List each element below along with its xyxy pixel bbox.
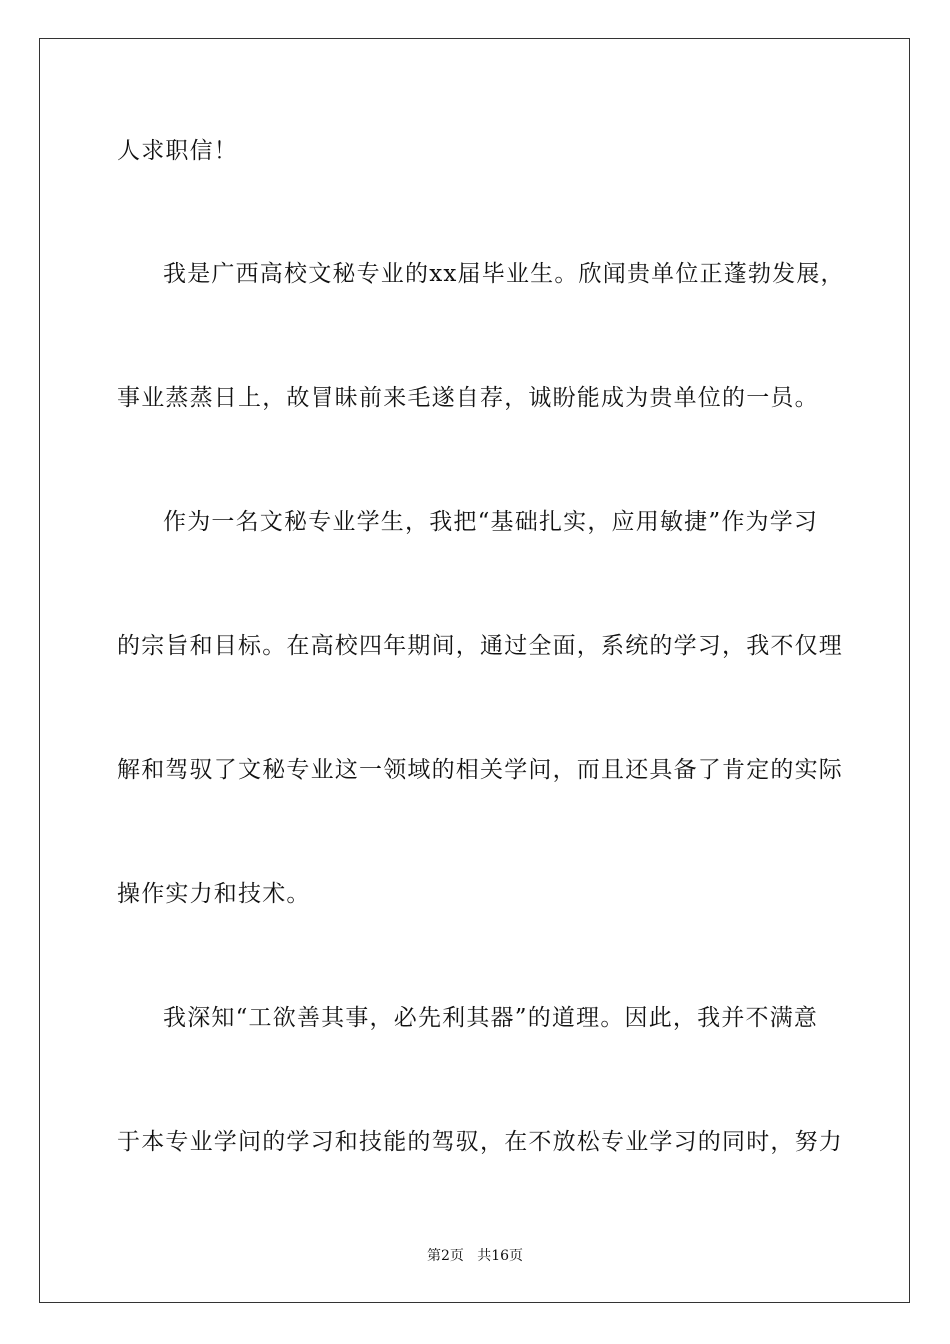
text-line: 解和驾驭了文秘专业这一领域的相关学问，而且还具备了肯定的实际 [117,757,843,783]
text-line: 事业蒸蒸日上，故冒昧前来毛遂自荐，诚盼能成为贵单位的一员。 [117,385,819,411]
text-line: 的宗旨和目标。在高校四年期间，通过全面，系统的学习，我不仅理 [117,633,843,659]
text-line: 我深知“工欲善其事，必先利其器”的道理。因此，我并不满意 [163,1005,819,1031]
page-frame [39,38,910,1303]
text-line: 作为一名文秘专业学生，我把“基础扎实，应用敏捷”作为学习 [163,509,819,535]
page-number-footer: 第2页 共16页 [426,1248,524,1264]
text-line: 人求职信！ [117,138,238,164]
text-line: 于本专业学问的学习和技能的驾驭，在不放松专业学习的同时，努力 [117,1129,843,1155]
text-line: 我是广西高校文秘专业的xx届毕业生。欣闻贵单位正蓬勃发展， [163,261,845,287]
text-line: 操作实力和技术。 [117,881,311,907]
